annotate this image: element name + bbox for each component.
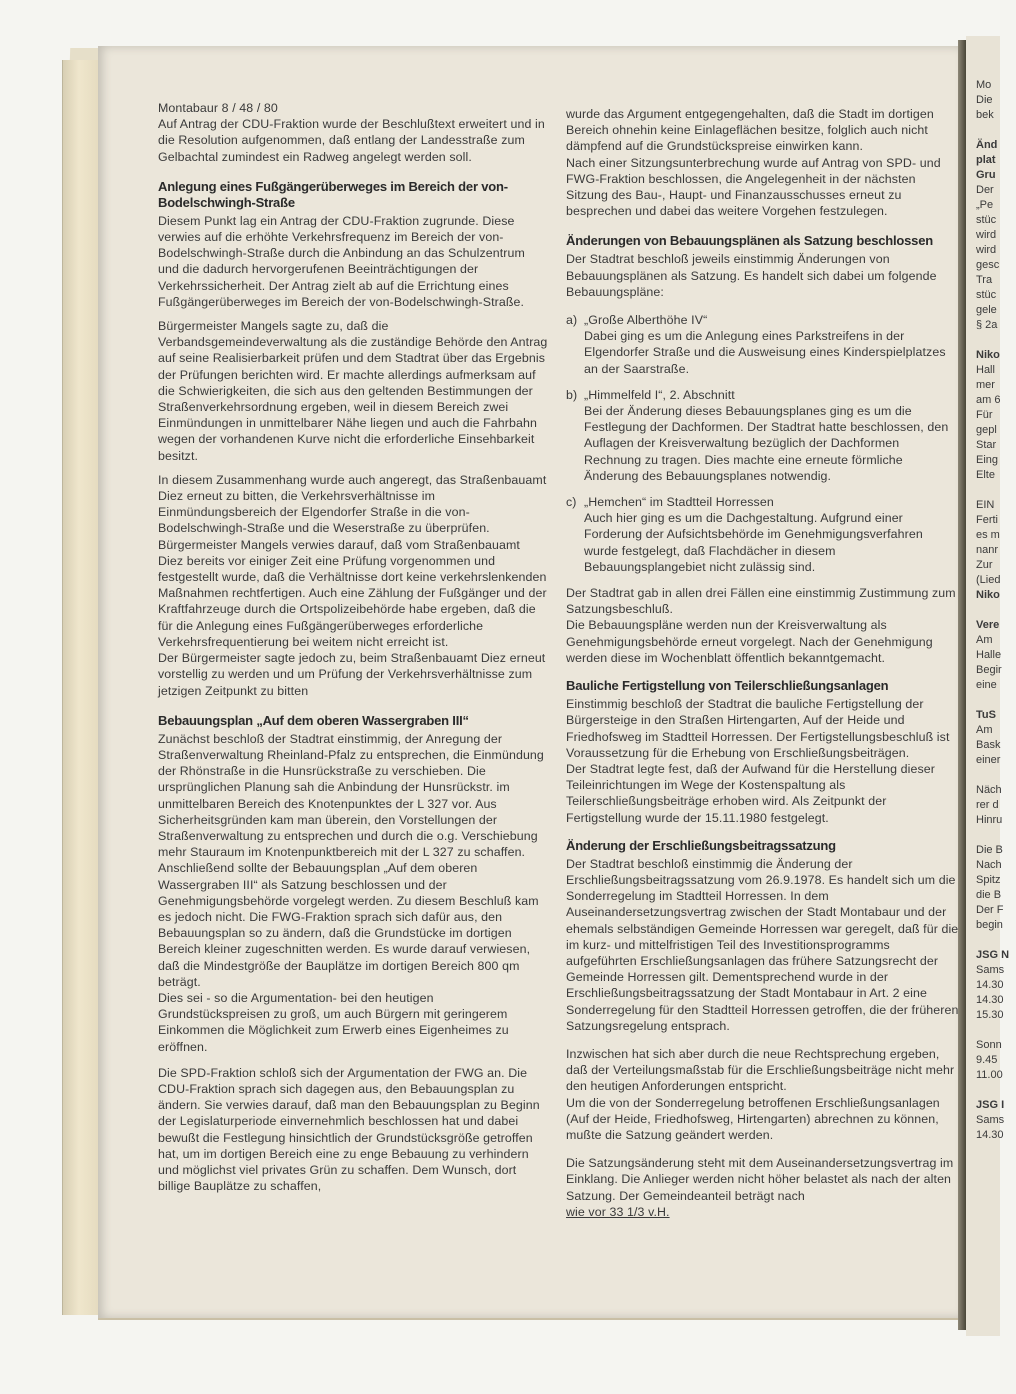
facing-page-line xyxy=(976,768,1016,783)
facing-page-line: Sams xyxy=(976,1114,1005,1126)
facing-page-line: Vere xyxy=(976,619,1000,631)
facing-page-line: Gru xyxy=(976,169,996,181)
facing-page-line: Änd xyxy=(976,139,998,151)
paragraph: Nach einer Sitzungsunterbrechung wurde auf Antrag von SPD- und FWG-Fraktion beschlossen, die Angelegenheit in der nächsten Sitzung des Bau-, Haupt- und Finanzausschusses erneut zu besprechen und dabei das weitere Vorgehen festzulegen. xyxy=(566,155,941,219)
facing-page-line: Spitz xyxy=(976,874,1001,886)
paragraph: Der Bürgermeister sagte jedoch zu, beim Straßenbauamt Diez erneut vorstellig zu werden und um Prüfung der Verkehrsverhältnisse zum jetzigen Zeitpunkt zu bitten xyxy=(158,651,546,698)
heading-bebauungsplan-wassergraben: Bebauungsplan „Auf dem oberen Wassergraben III“ xyxy=(158,712,469,728)
paragraph: Die Satzungsänderung steht mit dem Auseinandersetzungsvertrag im Einklang. Die Anlieger werden nicht höher belastet als nach der alten Satzung. Der Gemeindeanteil beträgt nach xyxy=(566,1156,954,1203)
heading-fussgaengerueberweg: Anlegung eines Fußgängerüberweges im Bereich der von-Bodelschwingh-Straße xyxy=(158,178,508,210)
facing-page-line xyxy=(976,603,1016,618)
facing-page-line: Hall xyxy=(976,364,995,376)
facing-page-line: die B xyxy=(976,889,1002,901)
facing-page-line: begin xyxy=(976,919,1003,931)
facing-page-line: Die B xyxy=(976,844,1003,856)
list-item-title: „Große Alberthöhe IV“ xyxy=(584,313,708,328)
facing-page-line: Sams xyxy=(976,964,1005,976)
facing-page-line: bek xyxy=(976,109,994,121)
facing-page-line: wird xyxy=(976,229,997,241)
paragraph: Bürgermeister Mangels verwies darauf, daß vom Straßenbauamt Diez bereits vor einiger Zeit eine Prüfung vorgenommen und festgestellt wurde, daß die Verhältnisse dort keine verkehrslenkenden Maßnahmen rechtfertigen. Auch eine Zählung der Fußgänger und der Kraftfahrzeuge durch die Ortspolizeibehörde habe ergeben, daß die für die Anlegung eines Fußgängerüberweges erforderliche Verkehrsfrequentierung bei weitem nicht erreicht ist. xyxy=(158,537,547,649)
facing-page-line: Der F xyxy=(976,904,1004,916)
paragraph: Einstimmig beschloß der Stadtrat die bauliche Fertigstellung der Bürgersteige in den Straßen Hirtengarten, Auf der Heide und Friedhofsweg im Stadtteil Horressen. Der Fertigstellungsbeschluß ist Voraussetzung für die Erhebung von Erschließungsbeiträgen. xyxy=(566,697,950,760)
facing-page-line: 14.30 xyxy=(976,1129,1004,1141)
facing-page-line: Die xyxy=(976,94,993,106)
facing-page-line xyxy=(976,1083,1016,1098)
facing-page-line: Zur xyxy=(976,559,993,571)
paragraph: Der Stadtrat gab in allen drei Fällen eine einstimmig Zustimmung zum Satzungsbeschluß. xyxy=(566,586,956,617)
list-item-title: „Hemchen“ im Stadtteil Horressen xyxy=(584,495,774,510)
facing-page-line: am 6 xyxy=(976,394,1001,406)
paragraph: Der Stadtrat legte fest, daß der Aufwand für die Herstellung dieser Teileinrichtungen im Wege der Kostenspaltung als Teilerschließungsbeiträge erhoben wird. Als Zeitpunkt der Fertigstellung wurde der 15.11.1980 festgelegt. xyxy=(566,761,935,825)
paragraph: Dies sei - so die Argumentation- bei den heutigen Grundstückspreisen zu groß, um auch Bürgern mit geringerem Einkommen die Möglichkeit zum Erwerb eines Eigenheimes zu eröffnen. xyxy=(158,990,509,1054)
left-column xyxy=(158,100,548,1202)
list-label: b) xyxy=(566,387,578,402)
list-item-text: Auch hier ging es um die Dachgestaltung. Aufgrund einer Forderung der Aufsichtsbehörde im Genehmigungsverfahren wurde festgelegt, daß Flachdächer in diesem Bebauungsplangebiet nicht zulässig sind. xyxy=(584,511,923,574)
facing-page-line: Niko xyxy=(976,349,1000,361)
facing-page-line: gesc xyxy=(976,259,1000,271)
facing-page-line: (Lied xyxy=(976,574,1001,586)
heading-bebauungsplaene-satzung: Änderungen von Bebauungsplänen als Satzung beschlossen xyxy=(566,233,933,249)
page-stack-side-edge xyxy=(62,60,103,1315)
facing-page-line: stüc xyxy=(976,214,997,226)
paragraph: Diesem Punkt lag ein Antrag der CDU-Fraktion zugrunde. Diese verwies auf die erhöhte Verkehrsfrequenz im Bereich der von-Bodelschwingh-Straße durch die Anbindung an das Schulzentrum und die dadurch hervorgerufenen Beeinträchtigungen der Verkehrssicherheit. Der Antrag zielt ab auf die Errichtung eines Fußgängerüberweges im Bereich der von-Bodelschwingh-Straße. xyxy=(158,213,525,309)
paragraph: Die SPD-Fraktion schloß sich der Argumentation der FWG an. Die CDU-Fraktion sprach sich dagegen aus, den Bebauungsplan zu ändern. Sie verwies darauf, daß man den Bebauungsplan zu Beginn der Legislaturperiode einvernehmlich beschlossen hat und dabei bewußt die Festlegung hinsichtlich der Grundstücksgröße getroffen hat, um im dortigen Bereich eine zu enge Bebauung zu verhindern und möglichst viel privates Grün zu schaffen. Dem Wunsch, dort billige Bauplätze zu schaffen, xyxy=(158,1065,540,1194)
list-item-text: Dabei ging es um die Anlegung eines Parkstreifens in der Elgendorfer Straße und die Ausweisung eines Kinderspielplatzes an der Saarstraße. xyxy=(584,329,946,376)
facing-page-line: einer xyxy=(976,754,1001,766)
facing-page-line xyxy=(976,1023,1016,1038)
facing-page-line: EIN xyxy=(976,499,995,511)
facing-page-line: eine xyxy=(976,679,997,691)
list-label: c) xyxy=(566,495,577,510)
facing-page-line: Nach xyxy=(976,859,1002,871)
paragraph: Der Stadtrat beschloß einstimmig die Änderung der Erschließungsbeitragssatzung vom 26.9.1978. Es handelt sich um die Sonderregelung im Stadtteil Horressen. In dem Auseinandersetzungsvertrag zwischen der Stadt Montabaur und der ehemals selbständigen Gemeinde Horressen war geregelt, daß für die im kurz- und mittelfristigen Teil des Investitionsprogramms aufgeführten Erschließungsanlagen das frühere Satzungsrecht der Gemeinde Horressen gilt. Dementsprechend wurde in der Erschließungsbeitragssatzung der Stadt Montabaur in Art. 2 eine Sonderregelung für den Stadtteil Horressen getroffen, die der früheren Satzungsregelung entsprach. xyxy=(566,856,959,1033)
facing-page-line: 14.30 xyxy=(976,994,1004,1006)
facing-page-line: stüc xyxy=(976,289,997,301)
facing-page-line: Ferti xyxy=(976,514,998,526)
facing-page-line: Eing xyxy=(976,454,999,466)
paragraph: Zunächst beschloß der Stadtrat einstimmig, der Anregung der Straßenverwaltung Rheinland-Pfalz zu entsprechen, die Einmündung der Rhönstraße in die Hunsrückstraße zu verschieben. Die ursprünglichen Planung sah die Anbindung der Hunsrückstr. im unmittelbaren Bereich des Knotenpunktes der L 327 vor. Aus Sicherheitsgründen kam man überein, den Vorstellungen der Straßenverwaltung zu entsprechen und durch die o.g. Verschiebung mehr Stauraum im Knotenpunktbereich mit der L 327 zu schaffen. xyxy=(158,731,544,860)
facing-page-line xyxy=(976,123,1016,138)
facing-page-line: Elte xyxy=(976,469,995,481)
facing-page-line: 15.30 xyxy=(976,1009,1004,1021)
facing-page-line: nanr xyxy=(976,544,999,556)
list-item xyxy=(566,494,960,575)
page-header: Montabaur 8 / 48 / 80 xyxy=(158,101,278,115)
facing-page-line xyxy=(976,933,1016,948)
list-label: a) xyxy=(566,313,578,328)
facing-page-line: § 2a xyxy=(976,319,998,331)
facing-page-line: TuS xyxy=(976,709,996,721)
facing-page-line: gele xyxy=(976,304,997,316)
facing-page-line: Halle xyxy=(976,649,1002,661)
paragraph: Bürgermeister Mangels sagte zu, daß die Verbandsgemeindeverwaltung als die zuständige Behörde den Antrag auf seine Realisierbarkeit prüfen und dem Stadtrat über das Ergebnis der Prüfungen berichten wird. Er machte allerdings aufmerksam auf die Schwierigkeiten, die sich aus den geltenden Bestimmungen der Straßenverkehrsordnung ergeben, weil in diesem Bereich zwei Einmündungen in unmittelbarer Nähe liegen und auch die Fahrbahn wegen der vorhandenen Kurve nicht die erforderliche Einsehbarkeit besitzt. xyxy=(158,319,548,463)
facing-page-line: JSG I xyxy=(976,1099,1005,1111)
right-column xyxy=(566,106,960,1220)
list-item xyxy=(566,387,960,484)
facing-page-line: rer d xyxy=(976,799,999,811)
facing-page-line xyxy=(976,483,1016,498)
paragraph: In diesem Zusammenhang wurde auch angeregt, das Straßenbauamt Diez erneut zu bitten, die Verkehrsverhältnisse im Einmündungsbereich der Elgendorfer Straße in die von-Bodelschwingh-Straße und die Weserstraße zu überprüfen. xyxy=(158,472,547,536)
paragraph: Anschließend sollte der Bebauungsplan „Auf dem oberen Wassergraben III“ als Satzung beschlossen und der Genehmigungsbehörde vorgelegt werden. Zu diesem Beschluß kam es jedoch nicht. Die FWG-Fraktion sprach sich dafür aus, den Bebauungsplan so zu ändern, daß die Grundstücke im dortigen Bereich kleiner zugeschnitten werden. Es wurde darauf verwiesen, daß die Mindestgröße der Bauplätze im dortigen Bereich 800 qm beträgt. xyxy=(158,861,539,989)
heading-teilerschliessungsanlagen: Bauliche Fertigstellung von Teilerschließungsanlagen xyxy=(566,678,889,694)
paragraph-end: wie vor 33 1/3 v.H. xyxy=(566,1204,670,1219)
facing-page-line: Der xyxy=(976,184,994,196)
facing-page-line: 11.00 xyxy=(976,1069,1003,1081)
paragraph: Die Bebauungspläne werden nun der Kreisverwaltung als Genehmigungsbehörde erneut vorgelegt. Nach der Genehmigung werden diese im Wochenblatt öffentlich bekanntgemacht. xyxy=(566,618,933,665)
facing-page-text xyxy=(976,78,1016,1143)
facing-page-line: Näch xyxy=(976,784,1002,796)
facing-page-line: „Pe xyxy=(976,199,994,211)
list-item-text: Bei der Änderung dieses Bebauungsplanes ging es um die Festlegung der Dachformen. Der Stadtrat hatte beschlossen, den Auflagen der Kreisverwaltung bezüglich der Dachformen Rechnung zu tragen. Dies machte eine erneute förmliche Änderung des Bebauungsplanes notwendig. xyxy=(584,404,949,483)
facing-page-line: Niko xyxy=(976,589,1000,601)
facing-page-line: plat xyxy=(976,154,996,166)
facing-page-line xyxy=(976,333,1016,348)
facing-page-line: Am xyxy=(976,724,993,736)
facing-page-line: Hinru xyxy=(976,814,1003,826)
facing-page-line: Star xyxy=(976,439,997,451)
facing-page-line: gepl xyxy=(976,424,997,436)
facing-page-line: Begir xyxy=(976,664,1002,676)
facing-page-line: wird xyxy=(976,244,997,256)
facing-page-line: 9.45 xyxy=(976,1054,998,1066)
paragraph: Inzwischen hat sich aber durch die neue Rechtsprechung ergeben, daß der Verteilungsmaßstab für die Erschließungsbeiträge nicht mehr den heutigen Anforderungen entspricht. xyxy=(566,1046,955,1094)
paragraph: Der Stadtrat beschloß jeweils einstimmig Änderungen von Bebauungsplänen als Satzung. Es handelt sich dabei um folgende Bebauungspläne: xyxy=(566,252,937,299)
facing-page-line xyxy=(976,693,1016,708)
intro-paragraph: Auf Antrag der CDU-Fraktion wurde der Beschlußtext erweitert und in die Resolution aufgenommen, daß entlang der Landesstraße zum Gelbachtal zumindest ein Radweg angelegt werden soll. xyxy=(158,117,545,164)
paragraph: Um die von der Sonderregelung betroffenen Erschließungsanlagen (Auf der Heide, Friedhofsweg, Hirtengarten) abrechnen zu können, mußte die Satzung geändert werden. xyxy=(566,1095,940,1142)
facing-page-line: 14.30 xyxy=(976,979,1004,991)
facing-page-line: Mo xyxy=(976,79,992,91)
facing-page-line: Für xyxy=(976,409,993,421)
facing-page-line: mer xyxy=(976,379,995,391)
facing-page-line: Sonn xyxy=(976,1039,1002,1051)
paragraph: wurde das Argument entgegengehalten, daß die Stadt im dortigen Bereich ohnehin keine Einlageflächen besitze, folglich auch nicht dämpfend auf die Grundstückspreise einwirken kann. xyxy=(566,107,934,154)
facing-page-line: JSG N xyxy=(976,949,1010,961)
facing-page-line: Am xyxy=(976,634,993,646)
list-item-title: „Himmelfeld I“, 2. Abschnitt xyxy=(584,387,735,402)
facing-page-line xyxy=(976,828,1016,843)
facing-page-line: Tra xyxy=(976,274,993,286)
facing-page-line: Bask xyxy=(976,739,1001,751)
facing-page-line: es m xyxy=(976,529,1000,541)
heading-erschliessungsbeitragssatzung: Änderung der Erschließungsbeitragssatzung xyxy=(566,837,836,853)
list-item xyxy=(566,312,960,377)
